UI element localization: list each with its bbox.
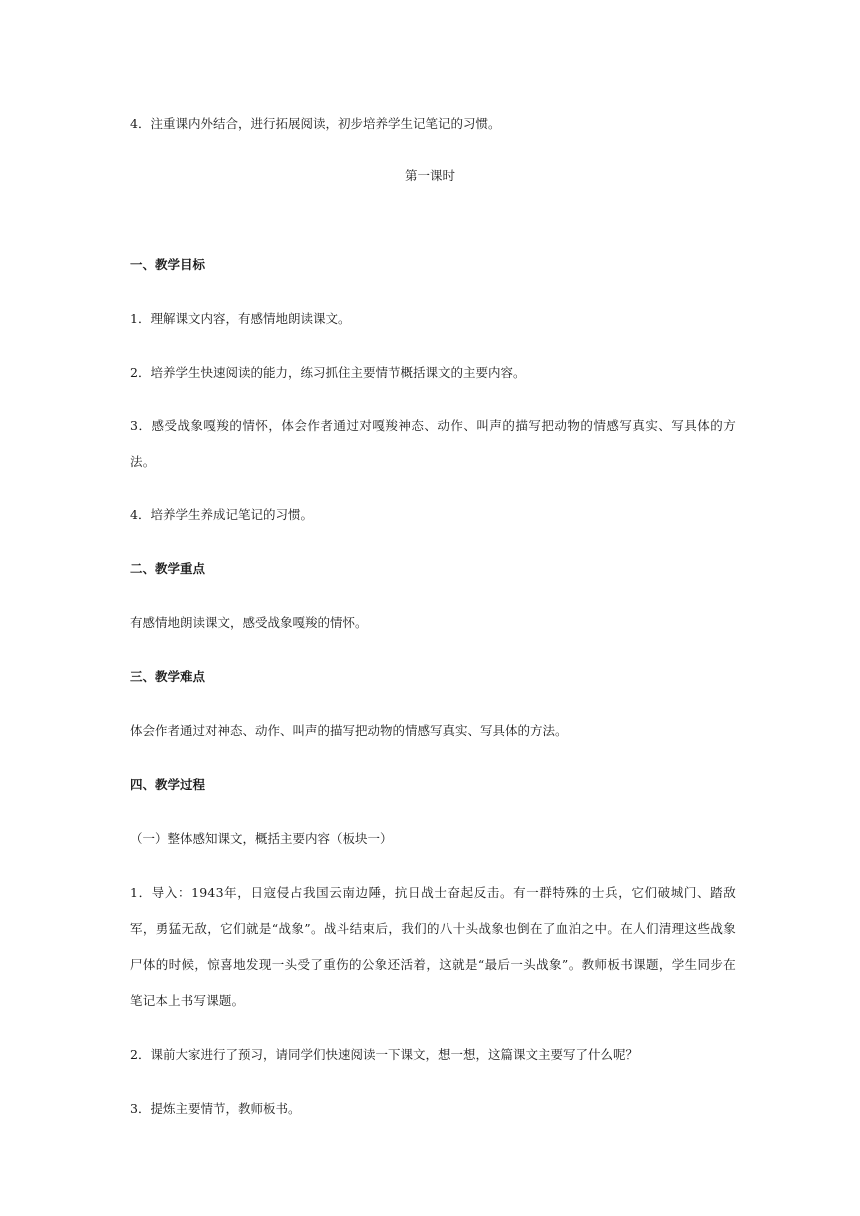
section-heading-process: 四、教学过程 <box>130 777 206 792</box>
intro-item-4: 4．注重课内外结合，进行拓展阅读，初步培养学生记笔记的习惯。 <box>130 116 501 131</box>
section-heading-difficulties: 三、教学难点 <box>130 669 206 684</box>
process-item-2: 2．课前大家进行了预习，请同学们快速阅读一下课文，想一想，这篇课文主要写了什么呢？ <box>130 1047 638 1062</box>
key-points-text: 有感情地朗读课文，感受战象嘎羧的情怀。 <box>130 615 368 630</box>
objective-item-4: 4．培养学生养成记笔记的习惯。 <box>130 507 313 522</box>
process-item-1: 1．导入：1943年，日寇侵占我国云南边陲，抗日战士奋起反击。有一群特殊的士兵，它们破城门、踏敌军，勇猛无敌，它们就是“战象”。战斗结束后，我们的八十头战象也倒在了血泊之中。在人们清理这些战象尸体的时候，惊喜地发现一头受了重伤的公象还活着，这就是“最后一头战象”。教师板书课题，学生同步在笔记本上书写课题。 <box>130 885 736 1008</box>
section-heading-key-points: 二、教学重点 <box>130 561 206 576</box>
difficulties-text: 体会作者通过对神态、动作、叫声的描写把动物的情感写真实、写具体的方法。 <box>130 723 568 738</box>
section-heading-objectives: 一、教学目标 <box>130 257 206 272</box>
objective-item-3: 3．感受战象嘎羧的情怀，体会作者通过对嘎羧神态、动作、叫声的描写把动物的情感写真实、写具体的方法。 <box>130 418 736 469</box>
process-subheading: （一）整体感知课文，概括主要内容（板块一） <box>130 831 393 846</box>
lesson-title: 第一课时 <box>404 168 455 183</box>
objective-item-1: 1．理解课文内容，有感情地朗读课文。 <box>130 311 351 326</box>
objective-item-2: 2．培养学生快速阅读的能力，练习抓住主要情节概括课文的主要内容。 <box>130 365 526 380</box>
process-item-3: 3．提炼主要情节，教师板书。 <box>130 1101 301 1116</box>
